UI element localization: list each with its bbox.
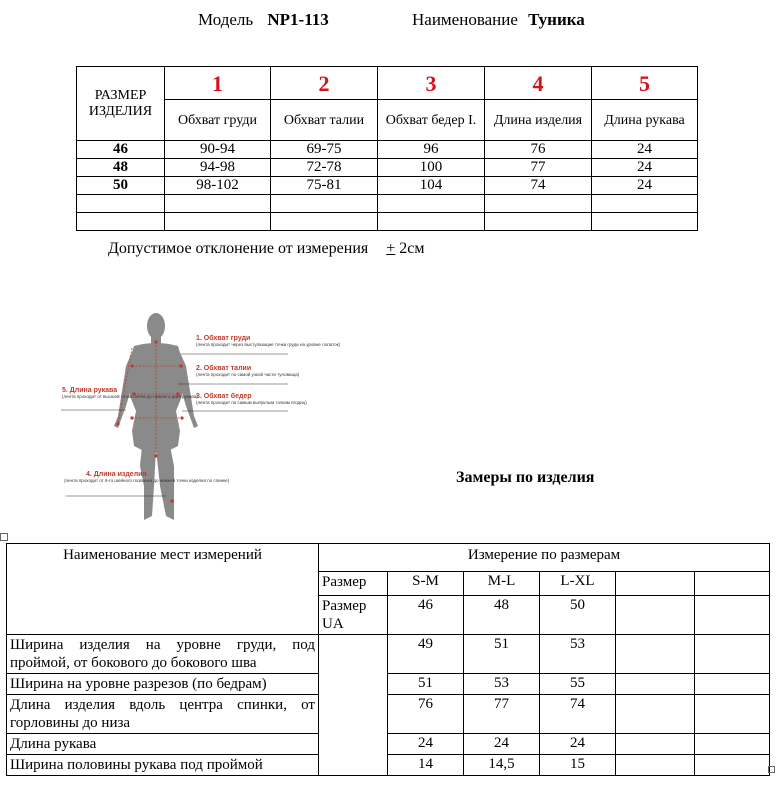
column-number: 3	[378, 67, 485, 100]
model-label: Модель	[198, 10, 254, 29]
ua-value: 46	[388, 596, 464, 635]
measure-value: 24	[540, 734, 616, 755]
column-label: Длина рукава	[592, 100, 698, 141]
measure-name: Длина рукава	[7, 734, 319, 755]
name-field	[412, 10, 585, 30]
column-number: 5	[592, 67, 698, 100]
measure-value: 49	[388, 635, 464, 674]
size-table	[76, 66, 698, 231]
body-measurement-figure	[56, 306, 341, 526]
annotation-title: 4. Длина изделия	[86, 471, 147, 478]
measurement-table	[6, 543, 770, 776]
measure-value: 77	[464, 695, 540, 734]
value-cell: 76	[485, 141, 592, 159]
model-value: NP1-113	[267, 10, 329, 29]
column-number: 2	[271, 67, 378, 100]
table-row	[77, 177, 698, 195]
table-row	[7, 695, 770, 734]
tolerance-note	[108, 240, 425, 258]
ua-value: 50	[540, 596, 616, 635]
column-number: 1	[165, 67, 271, 100]
value-cell: 98-102	[165, 177, 271, 195]
size-label: Размер	[319, 572, 388, 596]
table-resize-handle[interactable]	[768, 766, 775, 773]
value-cell: 24	[592, 141, 698, 159]
measure-name: Ширина на уровне разрезов (по бедрам)	[7, 674, 319, 695]
value-cell: 96	[378, 141, 485, 159]
tolerance-text: Допустимое отклонение от измерения	[108, 240, 369, 257]
size-value: L-XL	[540, 572, 616, 596]
value-cell: 90-94	[165, 141, 271, 159]
ua-label: Размер UA	[319, 596, 388, 635]
measure-value: 15	[540, 755, 616, 776]
table-row	[7, 635, 770, 674]
value-cell: 75-81	[271, 177, 378, 195]
value-cell: 24	[592, 177, 698, 195]
measure-value: 51	[388, 674, 464, 695]
tolerance-value: 2см	[399, 240, 425, 257]
measure-value: 74	[540, 695, 616, 734]
annotation-desc: (лента проходит от 6-го шейного позвонка до нижней точки изделия по спинке)	[64, 478, 230, 483]
measure-value: 14	[388, 755, 464, 776]
annotation-desc: (лента проходит по самым выпуклым точкам ягодиц)	[196, 400, 307, 405]
value-cell: 100	[378, 159, 485, 177]
value-cell: 94-98	[165, 159, 271, 177]
column-number: 4	[485, 67, 592, 100]
table-row	[77, 159, 698, 177]
measure-value: 76	[388, 695, 464, 734]
value-cell: 24	[592, 159, 698, 177]
measure-name: Ширина половины рукава под проймой	[7, 755, 319, 776]
column-label: Обхват бедер I.	[378, 100, 485, 141]
value-cell: 77	[485, 159, 592, 177]
annotation-title: 3. Обхват бедер	[196, 393, 252, 400]
annotation-desc: (лента проходит по самой узкой части туловища)	[196, 372, 300, 377]
plus-minus-sign: +	[386, 240, 396, 257]
name-label: Наименование	[412, 10, 518, 29]
name-header: Наименование мест измерений	[7, 544, 319, 635]
annotation-desc: (лента проходит от высшей точки плеча до нижнего края рукава)	[62, 394, 198, 399]
annotation-desc: (лента проходит через выступающие точки груди на уровне лопаток)	[196, 342, 341, 347]
figure-title: Замеры по изделия	[456, 469, 595, 486]
table-row	[7, 674, 770, 695]
size-value: S-M	[388, 572, 464, 596]
measure-value: 14,5	[464, 755, 540, 776]
column-label: Обхват талии	[271, 100, 378, 141]
size-corner-label: РАЗМЕР ИЗДЕЛИЯ	[77, 67, 165, 141]
value-cell: 69-75	[271, 141, 378, 159]
value-cell: 72-78	[271, 159, 378, 177]
size-value: M-L	[464, 572, 540, 596]
measure-value: 51	[464, 635, 540, 674]
measure-value: 24	[388, 734, 464, 755]
column-label: Обхват груди	[165, 100, 271, 141]
empty-row	[77, 213, 698, 231]
table-row	[7, 734, 770, 755]
column-label: Длина изделия	[485, 100, 592, 141]
size-cell: 50	[77, 177, 165, 195]
annotation-title: 1. Обхват груди	[196, 335, 251, 342]
size-cell: 48	[77, 159, 165, 177]
measure-value: 53	[464, 674, 540, 695]
value-cell: 74	[485, 177, 592, 195]
annotation-title: 2. Обхват талии	[196, 365, 252, 372]
table-row	[77, 141, 698, 159]
measure-value: 53	[540, 635, 616, 674]
model-field	[198, 10, 329, 30]
measure-name: Длина изделия вдоль центра спинки, от горловины до низа	[7, 695, 319, 734]
measure-header: Измерение по размерам	[319, 544, 770, 572]
table-move-handle[interactable]	[0, 533, 8, 541]
table-row	[7, 755, 770, 776]
ua-value: 48	[464, 596, 540, 635]
measure-name: Ширина изделия на уровне груди, под проймой, от бокового до бокового шва	[7, 635, 319, 674]
size-cell: 46	[77, 141, 165, 159]
name-value: Туника	[528, 10, 585, 29]
measure-value: 55	[540, 674, 616, 695]
measure-value: 24	[464, 734, 540, 755]
annotation-title: 5. Длина рукава	[62, 387, 118, 394]
value-cell: 104	[378, 177, 485, 195]
empty-row	[77, 195, 698, 213]
